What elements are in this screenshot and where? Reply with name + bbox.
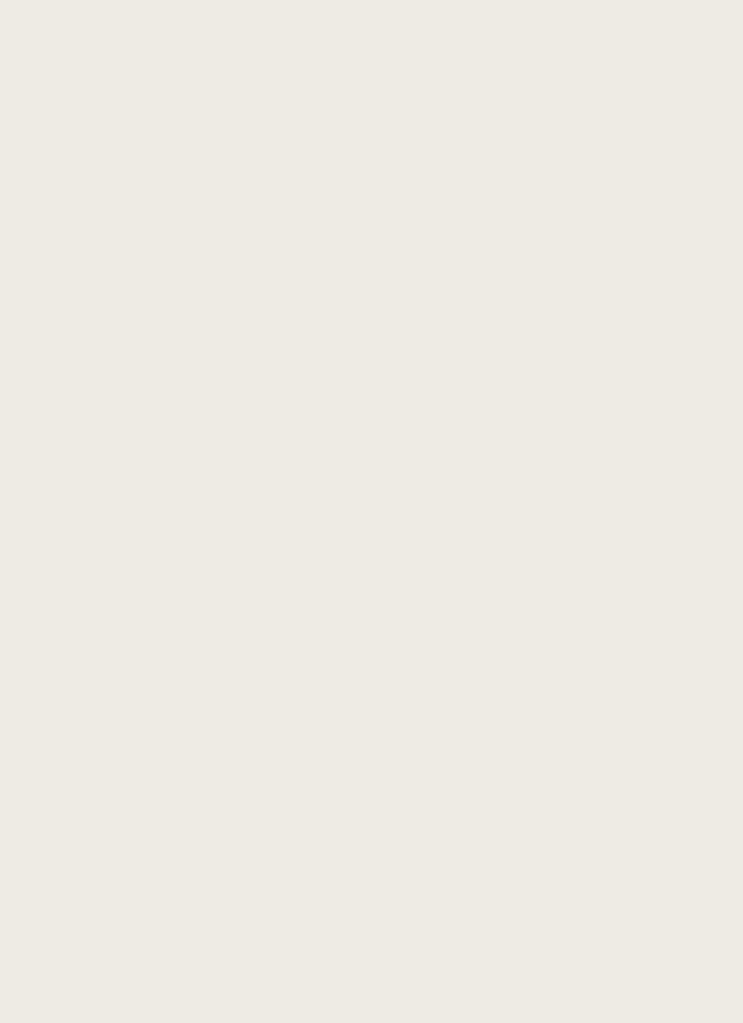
top-caption xyxy=(64,567,676,578)
bottom-caption xyxy=(385,858,633,869)
